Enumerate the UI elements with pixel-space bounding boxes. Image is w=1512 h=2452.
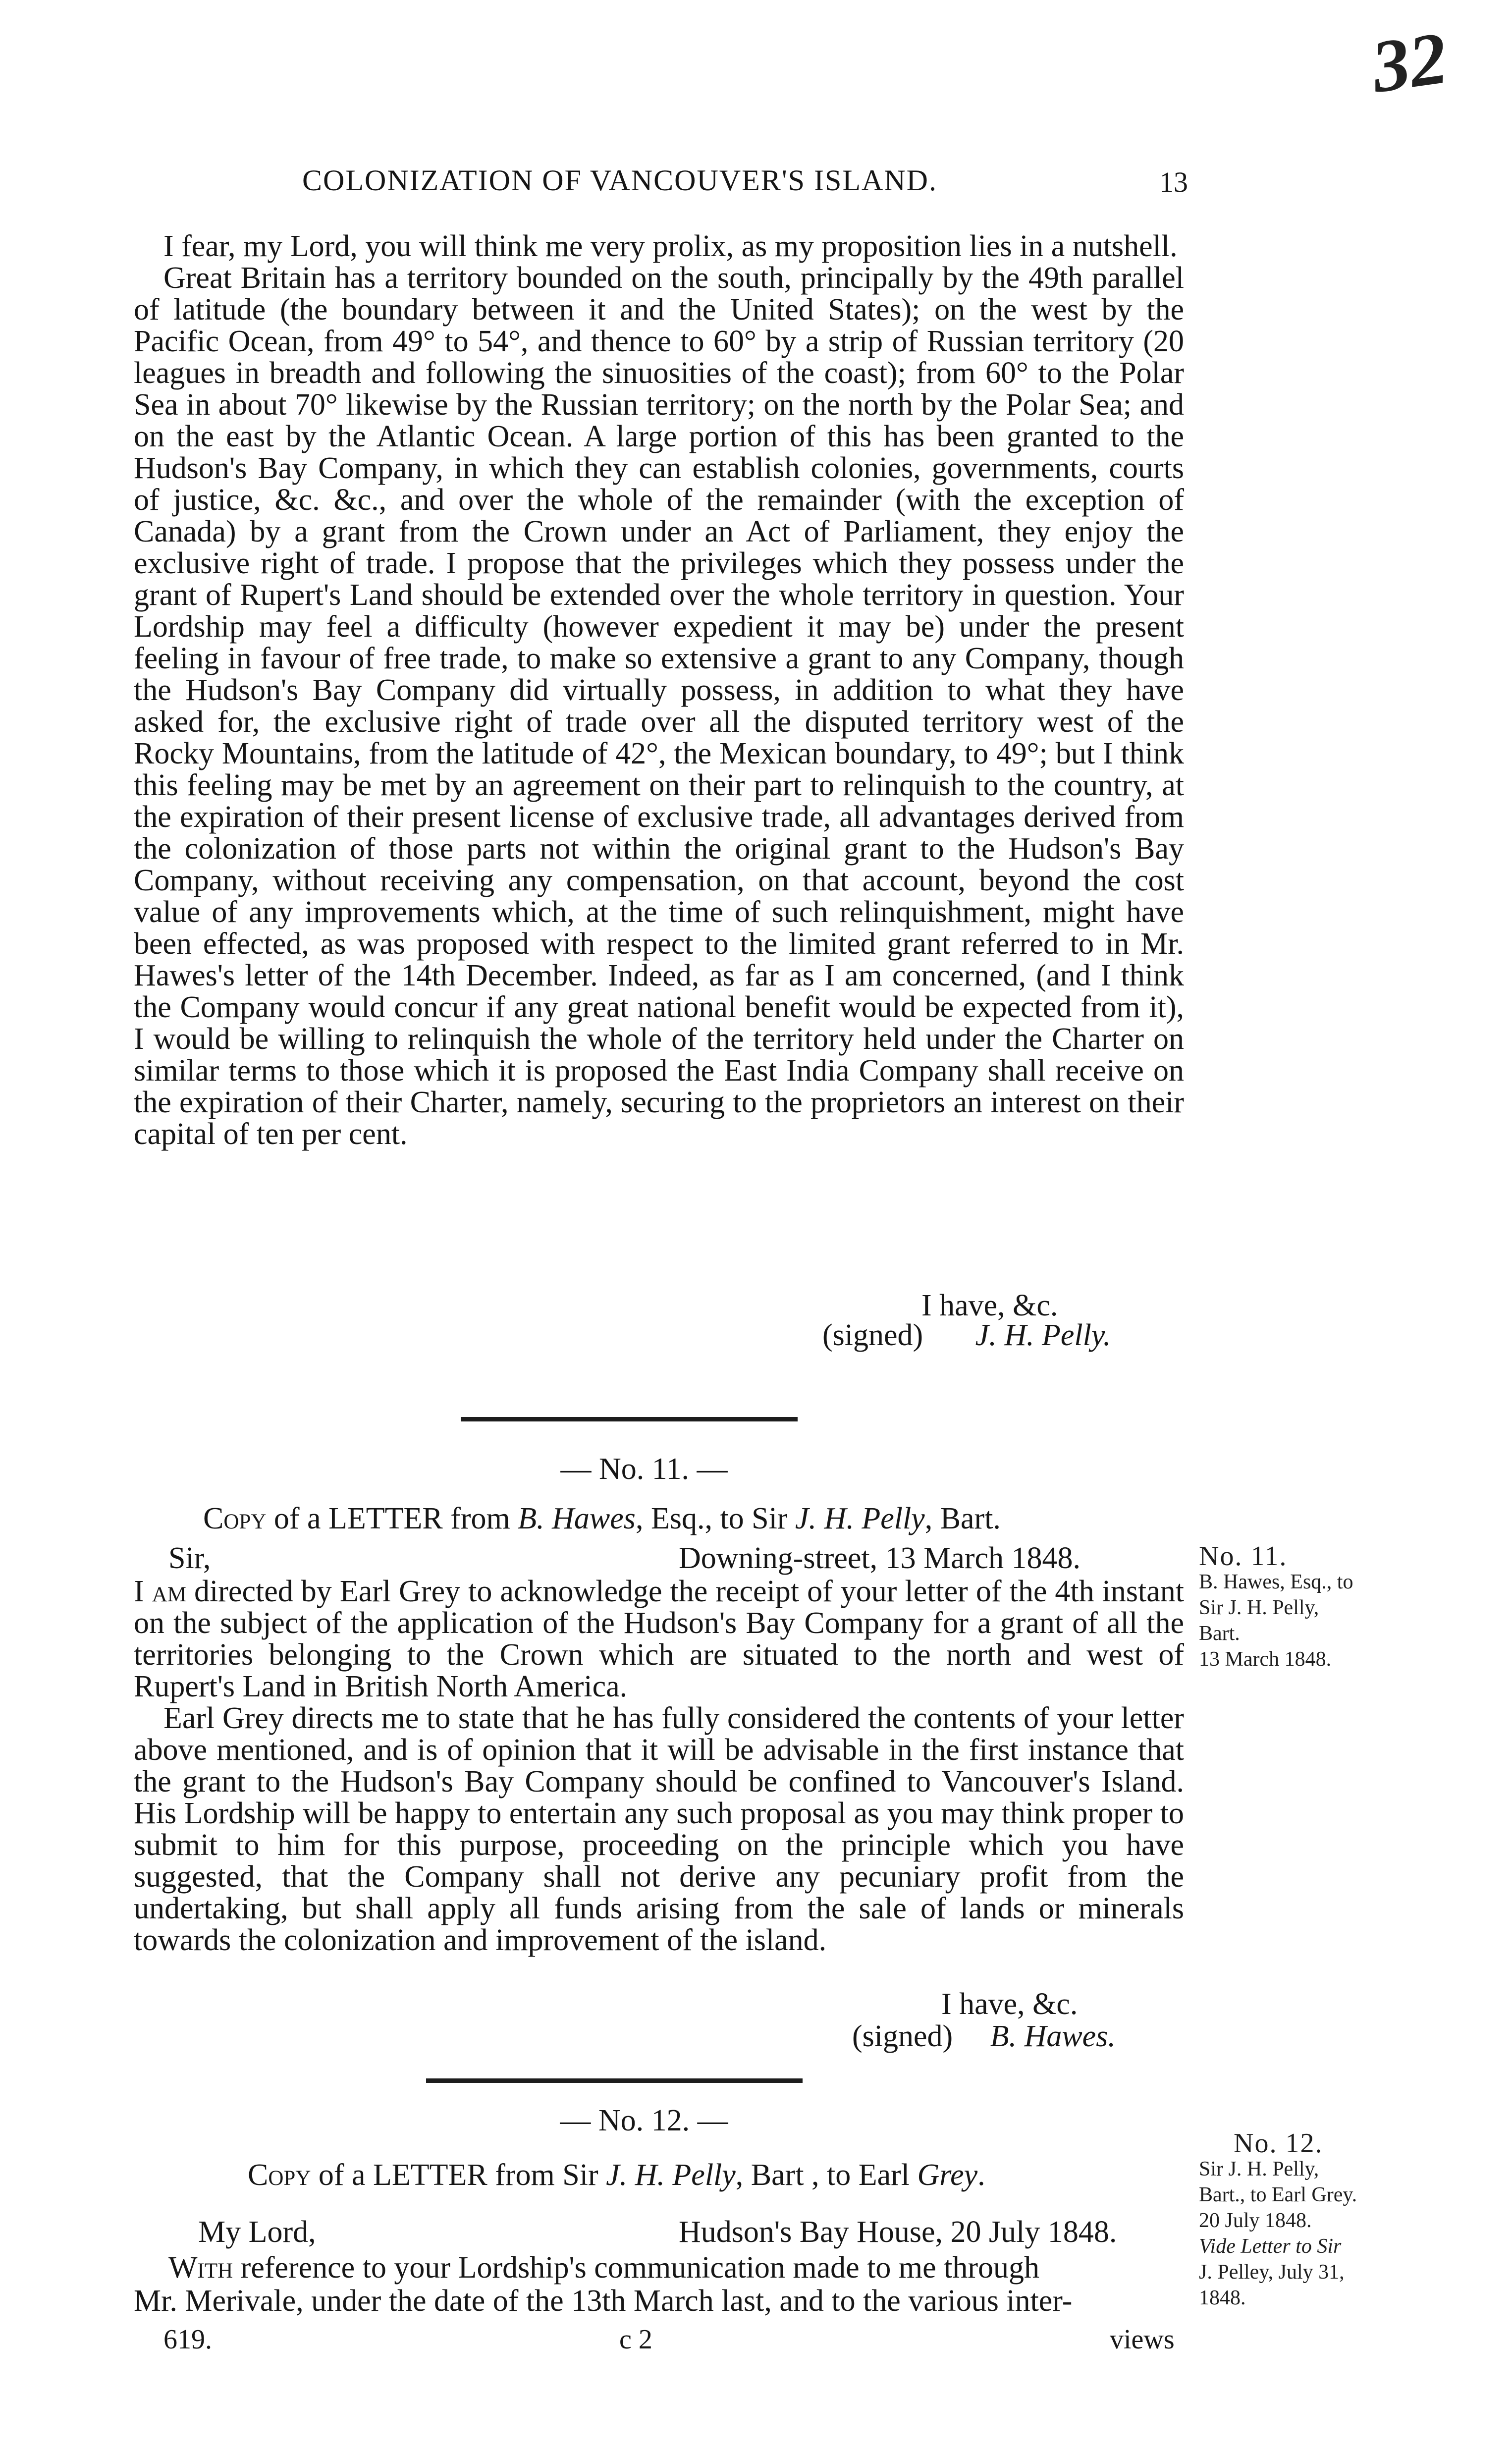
- page-number: 13: [1159, 166, 1188, 198]
- signature-mark: 619.: [163, 2324, 212, 2355]
- margin-note-line: 20 July 1848.: [1199, 2209, 1312, 2232]
- margin-note-line: Bart., to Earl Grey.: [1199, 2183, 1357, 2206]
- margin-note-line: B. Hawes, Esq., to: [1199, 1571, 1353, 1593]
- copy-word: Copy: [203, 1502, 267, 1535]
- heading-text: of a LETTER from: [266, 1502, 518, 1535]
- margin-note-number: No. 12.: [1234, 2128, 1323, 2159]
- closing: I have, &c.: [941, 1987, 1078, 2021]
- place-date: Downing-street, 13 March 1848.: [679, 1541, 1080, 1575]
- margin-note-line: Vide Letter to Sir: [1199, 2235, 1342, 2258]
- catchword: views: [1110, 2324, 1175, 2355]
- heading-recipient: J. H. Pelly: [795, 1502, 925, 1535]
- letter-heading: [248, 2158, 985, 2192]
- separator-rule: [426, 2078, 803, 2083]
- heading-text: , Esq., to Sir: [635, 1502, 796, 1535]
- margin-note-line: Sir J. H. Pelly,: [1199, 1596, 1319, 1619]
- paragraph-text: directed by Earl Grey to acknowledge the receipt of your letter of the 4th instant on the subject of the application of the Hudson's Bay Company for a grant of all the territories belonging to the Crown which are situated to the north and west of Rupert's Land in British North America.: [134, 1575, 1184, 1703]
- margin-note-line: J. Pelley, July 31,: [1199, 2261, 1345, 2284]
- signature-line: [822, 1318, 1111, 1353]
- copy-word: Copy: [248, 2158, 311, 2192]
- letter-12-first-line: [168, 2252, 1184, 2284]
- letter-number: — No. 12. —: [560, 2104, 728, 2137]
- heading-recipient: Grey: [917, 2158, 978, 2192]
- handwritten-folio-number: 32: [1367, 16, 1452, 109]
- margin-note: [1199, 1543, 1407, 1672]
- margin-note-line: Bart.: [1199, 1622, 1240, 1645]
- opening-word: With: [168, 2251, 233, 2285]
- letter-heading: [203, 1501, 1001, 1536]
- heading-text: .: [977, 2158, 985, 2192]
- place-date: Hudson's Bay House, 20 July 1848.: [679, 2215, 1117, 2249]
- margin-note-number: No. 11.: [1199, 1541, 1288, 1572]
- margin-note-line: 13 March 1848.: [1199, 1648, 1332, 1671]
- heading-text: , Bart.: [924, 1502, 1001, 1535]
- heading-sender: B. Hawes: [518, 1502, 636, 1535]
- paragraph: [134, 1576, 1184, 1702]
- gathering-mark: c 2: [619, 2324, 652, 2355]
- heading-text: of a LETTER from Sir: [311, 2158, 606, 2192]
- letter-11-body: [134, 1576, 1184, 1956]
- running-head: COLONIZATION OF VANCOUVER'S ISLAND.: [302, 164, 937, 197]
- signature: B. Hawes.: [990, 2019, 1116, 2053]
- paragraph: I fear, my Lord, you will think me very prolix, as my proposition lies in a nutshell.: [163, 229, 1178, 263]
- previous-letter-body: [134, 230, 1184, 1150]
- paragraph: Great Britain has a territory bounded on the south, principally by the 49th parallel of latitude (the boundary between it and the United States); on the west by the Pacific Ocean, from 49° to 54°, and thence to 60° by a strip of Russian territory (20 leagues in breadth and following the sinuosities of the coast); from 60° to the Polar Sea in about 70° likewise by the Russian territory; on the north by the Polar Sea; and on the east by the Atlantic Ocean. A large portion of this has been granted to the Hudson's Bay Company, in which they can establish colonies, governments, courts of justice, &c. &c., and over the whole of the remainder (with the exception of Canada) by a grant from the Crown under an Act of Parliament, they enjoy the exclusive right of trade. I propose that the privileges which they possess under the grant of Rupert's Land should be extended over the whole territory in question. Your Lordship may feel a difficulty (however expedient it may be) under the present feeling in favour of free trade, to make so extensive a grant to any Company, though the Hudson's Bay Company did virtually possess, in addition to what they have asked for, the exclusive right of trade over all the disputed territory west of the Rocky Mountains, from the latitude of 42°, the Mexican boundary, to 49°; but I think this feeling may be met by an agreement on their part to relinquish to the country, at the expiration of their present license of exclusive trade, all advantages derived from the colonization of those parts not within the original grant to the Hudson's Bay Company, without receiving any compensation, on that account, beyond the cost value of any improvements which, at the time of such relinquishment, might have been effected, as was proposed with respect to the limited grant referred to in Mr. Hawes's letter of the 14th December. Indeed, as far as I am concerned, (and I think the Company would concur if any great national benefit would be expected from it), I would be willing to relinquish the whole of the territory held under the Charter on similar terms to those which it is proposed the East India Company shall receive on the expiration of their Charter, namely, securing to the proprietors an interest on their capital of ten per cent.: [134, 261, 1184, 1151]
- opening-word: I am: [134, 1575, 186, 1608]
- signature: J. H. Pelly.: [975, 1318, 1111, 1352]
- heading-text: , Bart , to Earl: [735, 2158, 918, 2192]
- separator-rule: [461, 1417, 798, 1421]
- signed-label: (signed): [852, 2019, 953, 2053]
- letter-number: — No. 11. —: [560, 1452, 728, 1486]
- salutation: My Lord,: [198, 2215, 316, 2249]
- signed-label: (signed): [822, 1318, 923, 1352]
- signature-line: [852, 2019, 1116, 2054]
- margin-note-line: 1848.: [1199, 2287, 1246, 2309]
- closing: I have, &c.: [921, 1289, 1058, 1322]
- letter-12-second-line: Mr. Merivale, under the date of the 13th March last, and to the various inter-: [134, 2284, 1073, 2318]
- paragraph-text: reference to your Lordship's communication made to me through: [233, 2251, 1040, 2285]
- margin-note: [1199, 2130, 1407, 2311]
- margin-note-line: Sir J. H. Pelly,: [1199, 2158, 1319, 2180]
- salutation: Sir,: [168, 1541, 211, 1575]
- paragraph: Earl Grey directs me to state that he has fully considered the contents of your letter above mentioned, and is of opinion that it will be advisable in the first instance that the grant to the Hudson's Bay Company should be confined to Vancouver's Island. His Lordship will be happy to entertain any such proposal as you may think proper to submit to him for this purpose, proceeding on the principle which you have suggested, that the Company shall not derive any pecuniary profit from the undertaking, but shall apply all funds arising from the sale of lands or minerals towards the colonization and improvement of the island.: [134, 1701, 1184, 1957]
- heading-sender: J. H. Pelly: [606, 2158, 736, 2192]
